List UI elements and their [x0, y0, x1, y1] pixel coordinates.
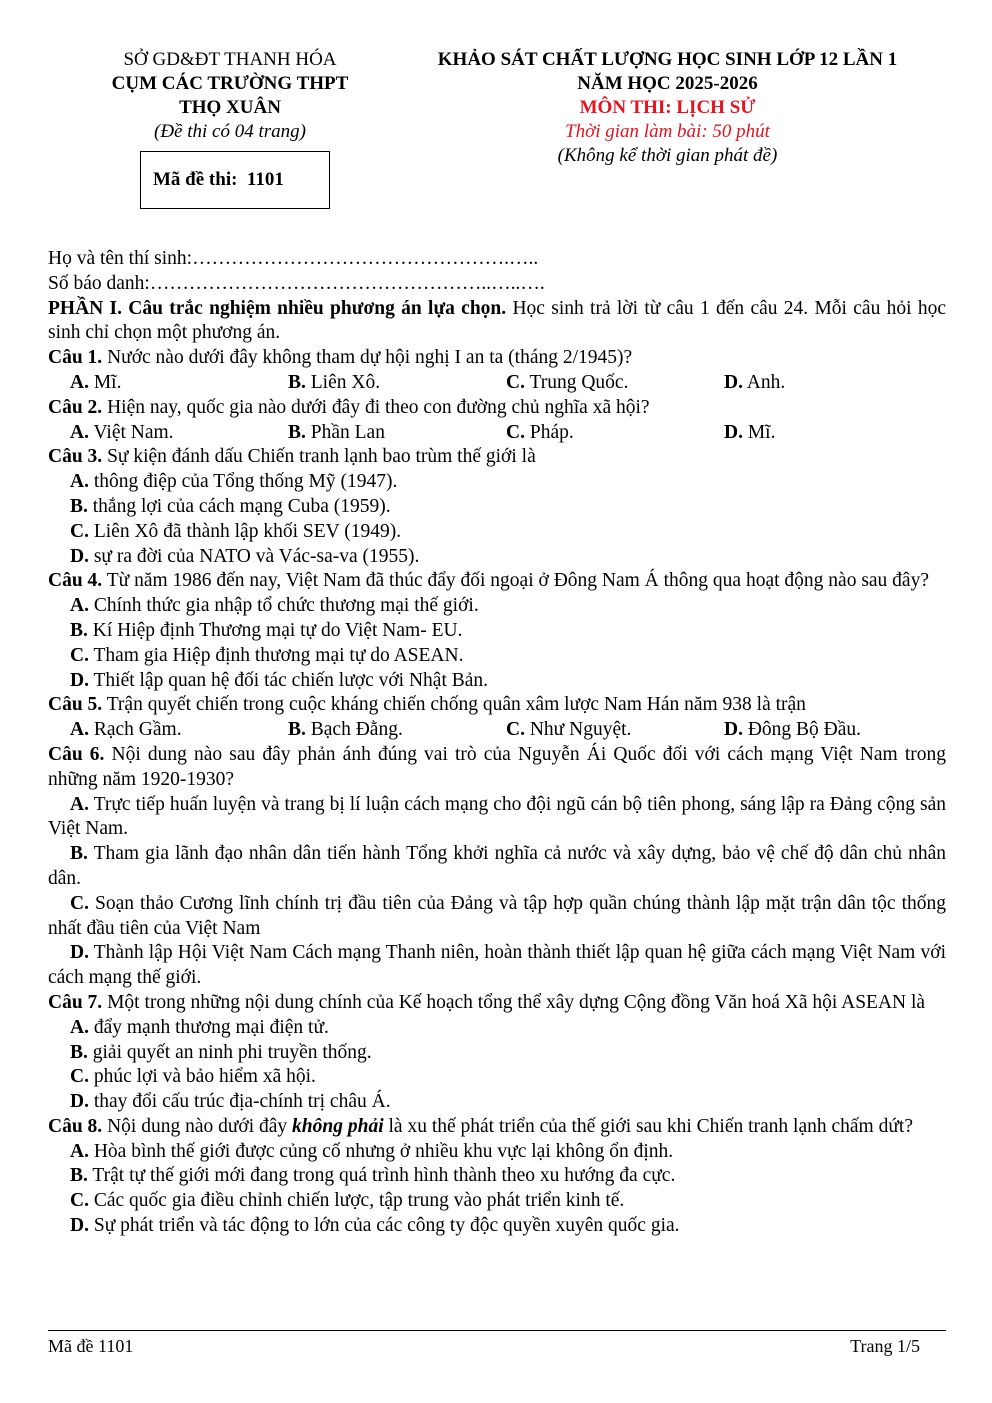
question-1 [48, 346, 946, 371]
time-note: (Không kể thời gian phát đề) [557, 145, 778, 166]
option-text: Thiết lập quan hệ đối tác chiến lược với Nhật Bản. [88, 669, 489, 691]
option-label: C. [70, 644, 89, 666]
option-label: C. [70, 520, 89, 542]
question-label: Câu 3. [48, 446, 103, 468]
question-label: Câu 1. [48, 347, 103, 369]
option-label: D. [70, 669, 89, 691]
option-c [48, 1065, 946, 1090]
option-label: D. [70, 942, 89, 964]
option-d [48, 669, 946, 694]
part1-instruction: Học sinh trả lời từ câu 1 đến câu 24. Mỗi câu hỏi học sinh chỉ chọn một phương án. [48, 297, 946, 344]
option-a [70, 371, 288, 396]
option-b [48, 1164, 946, 1189]
option-a [48, 1140, 946, 1165]
time-limit: Thời gian làm bài: 50 phút [565, 121, 770, 142]
question-label: Câu 8. [48, 1115, 103, 1137]
option-label: C. [506, 719, 525, 741]
option-text: Kí Hiệp định Thương mại tự do Việt Nam- EU. [87, 619, 463, 641]
option-label: A. [70, 421, 89, 443]
option-label: C. [70, 892, 89, 914]
question-text: Từ năm 1986 đến nay, Việt Nam đã thúc đẩy đối ngoại ở Đông Nam Á thông qua hoạt động nào sau đây? [102, 570, 929, 592]
option-text: thông điệp của Tổng thống Mỹ (1947). [88, 471, 398, 493]
question-text: Trận quyết chiến trong cuộc kháng chiến chống quân xâm lược Nam Hán năm 938 là trận [102, 694, 806, 716]
option-d [48, 1090, 946, 1115]
question-text: Nội dung nào dưới đây [102, 1115, 293, 1137]
subject-title: MÔN THI: LỊCH SỬ [579, 97, 756, 118]
option-label: B. [70, 843, 88, 865]
question-6 [48, 743, 946, 793]
option-text: Liên Xô. [305, 371, 381, 393]
option-text: phúc lợi và bảo hiểm xã hội. [88, 1066, 316, 1088]
option-label: B. [288, 421, 306, 443]
option-label: A. [70, 719, 89, 741]
option-text: Tham gia Hiệp định thương mại tự do ASEAN. [88, 644, 464, 666]
option-b [48, 1041, 946, 1066]
option-c [506, 371, 724, 396]
question-2 [48, 396, 946, 421]
question-label: Câu 7. [48, 991, 103, 1013]
district-name: THỌ XUÂN [179, 97, 281, 118]
option-label: B. [288, 371, 306, 393]
option-label: A. [70, 471, 89, 493]
option-b [288, 421, 506, 446]
option-c [506, 718, 724, 743]
option-text: Đông Bộ Đầu. [742, 719, 862, 741]
option-b [48, 495, 946, 520]
option-text: Trung Quốc. [524, 371, 629, 393]
option-text: Thành lập Hội Việt Nam Cách mạng Thanh niên, hoàn thành thiết lập quan hệ giữa cách mạng Việt Nam với cách mạng thế giới. [48, 942, 946, 989]
option-text: Các quốc gia điều chỉnh chiến lược, tập trung vào phát triển kinh tế. [88, 1190, 625, 1212]
school-cluster-name: CỤM CÁC TRƯỜNG THPT [111, 73, 349, 94]
question-text: Nội dung nào sau đây phản ánh đúng vai trò của Nguyễn Ái Quốc đối với cách mạng Việt Nam trong những năm 1920-1930? [48, 743, 946, 790]
department-name: SỞ GD&ĐT THANH HÓA [123, 49, 337, 70]
exam-code-box [140, 151, 330, 209]
option-c [48, 892, 946, 942]
footer-exam-code: Mã đề 1101 [48, 1336, 134, 1356]
question-text: Sự kiện đánh dấu Chiến tranh lạnh bao trùm thế giới là [102, 446, 536, 468]
question-label: Câu 6. [48, 743, 105, 765]
option-label: A. [70, 371, 89, 393]
exam-title: KHẢO SÁT CHẤT LƯỢNG HỌC SINH LỚP 12 LẦN 1 [437, 49, 898, 70]
option-text: đẩy mạnh thương mại điện tử. [88, 1016, 329, 1038]
option-b [288, 718, 506, 743]
question-label: Câu 4. [48, 570, 103, 592]
question-7 [48, 991, 946, 1016]
option-text: Chính thức gia nhập tổ chức thương mại thế giới. [88, 595, 479, 617]
options-row [48, 718, 946, 743]
option-label: B. [70, 619, 88, 641]
question-text: Nước nào dưới đây không tham dự hội nghị I an ta (tháng 2/1945)? [102, 347, 633, 369]
option-label: B. [70, 1041, 88, 1063]
question-5 [48, 693, 946, 718]
question-3 [48, 445, 946, 470]
option-label: A. [70, 1140, 89, 1162]
option-label: B. [70, 1165, 88, 1187]
question-text: Một trong những nội dung chính của Kế hoạch tổng thể xây dựng Cộng đồng Văn hoá Xã hội ASEAN là [102, 991, 926, 1013]
question-text: Hiện nay, quốc gia nào dưới đây đi theo con đường chủ nghĩa xã hội? [102, 396, 650, 418]
option-d [724, 718, 942, 743]
question-text-rest: là xu thế phát triển của thế giới sau khi Chiến tranh lạnh chấm dứt? [383, 1115, 913, 1137]
option-b [48, 842, 946, 892]
option-text: Như Nguyệt. [524, 719, 632, 741]
option-c [48, 644, 946, 669]
option-d [724, 371, 942, 396]
option-label: C. [70, 1190, 89, 1212]
option-d [48, 941, 946, 991]
option-label: B. [70, 495, 88, 517]
option-text: thắng lợi của cách mạng Cuba (1959). [87, 495, 391, 517]
option-text: sự ra đời của NATO và Vác-sa-va (1955). [88, 545, 420, 567]
student-name-field: Họ và tên thí sinh:………………………………………….….. [48, 248, 539, 269]
option-label: C. [506, 371, 525, 393]
exam-header [410, 48, 925, 168]
option-a [70, 718, 288, 743]
option-label: D. [70, 1215, 89, 1237]
option-label: D. [724, 371, 743, 393]
option-label: A. [70, 595, 89, 617]
options-row [48, 421, 946, 446]
question-8 [48, 1115, 946, 1140]
option-text: Phần Lan [305, 421, 385, 443]
option-text: Tham gia lãnh đạo nhân dân tiến hành Tổng khởi nghĩa cả nước và xây dựng, bảo vệ chế độ dân chủ nhân dân. [48, 843, 946, 889]
option-c [48, 1189, 946, 1214]
option-label: D. [70, 545, 89, 567]
option-label: D. [724, 719, 743, 741]
question-label: Câu 5. [48, 694, 103, 716]
option-label: C. [506, 421, 525, 443]
question-label: Câu 2. [48, 396, 103, 418]
option-c [48, 520, 946, 545]
option-label: C. [70, 1066, 89, 1088]
option-label: A. [70, 1016, 89, 1038]
option-d [48, 545, 946, 570]
option-text: giải quyết an ninh phi truyền thống. [87, 1041, 372, 1063]
option-text: thay đổi cấu trúc địa-chính trị châu Á. [88, 1091, 391, 1113]
option-a [48, 793, 946, 843]
option-a [48, 1016, 946, 1041]
question-4 [48, 569, 946, 594]
option-a [48, 470, 946, 495]
option-text: Mĩ. [88, 371, 122, 393]
school-year: NĂM HỌC 2025-2026 [577, 73, 758, 94]
option-label: B. [288, 719, 306, 741]
page-count-note: (Đề thi có 04 trang) [154, 121, 306, 142]
option-text: Liên Xô đã thành lập khối SEV (1949). [88, 520, 402, 542]
option-a [70, 421, 288, 446]
part1-title: PHẦN I. Câu trắc nghiệm nhiều phương án lựa chọn. [48, 297, 507, 319]
option-text: Việt Nam. [88, 421, 174, 443]
student-id-field: Số báo danh:……………………………………………..…..…. [48, 272, 545, 294]
option-text: Trực tiếp huấn luyện và trang bị lí luận cách mạng cho đội ngũ cán bộ tiên phong, sáng lập ra Đảng cộng sản Việt Nam. [48, 793, 946, 840]
option-text: Anh. [742, 371, 786, 393]
question-emphasis: không phải [292, 1115, 384, 1137]
option-label: A. [70, 793, 89, 815]
option-text: Mĩ. [742, 421, 776, 443]
option-d [724, 421, 942, 446]
option-text: Hòa bình thế giới được củng cố nhưng ở nhiều khu vực lại không ổn định. [88, 1140, 674, 1162]
option-b [48, 619, 946, 644]
option-text: Rạch Gầm. [88, 719, 182, 741]
option-b [288, 371, 506, 396]
option-text: Soạn thảo Cương lĩnh chính trị đầu tiên của Đảng và tập hợp quần chúng thành lập mặt trận dân tộc thống nhất đầu tiên của Việt Nam [48, 892, 946, 939]
part1-heading [48, 297, 946, 347]
option-text: Pháp. [524, 421, 574, 443]
option-a [48, 594, 946, 619]
exam-content [48, 247, 946, 1239]
option-text: Bạch Đằng. [305, 719, 403, 741]
footer-page-number: Trang 1/5 [850, 1336, 920, 1356]
exam-code-label: Mã đề thi: 1101 [153, 169, 284, 190]
option-label: D. [724, 421, 743, 443]
option-text: Trật tự thế giới mới đang trong quá trình hình thành theo xu hướng đa cực. [87, 1165, 676, 1187]
options-row [48, 371, 946, 396]
option-label: D. [70, 1091, 89, 1113]
option-c [506, 421, 724, 446]
school-header [60, 48, 400, 144]
option-d [48, 1214, 946, 1239]
option-text: Sự phát triển và tác động to lớn của các công ty độc quyền xuyên quốc gia. [88, 1215, 680, 1237]
footer-divider [48, 1330, 946, 1331]
